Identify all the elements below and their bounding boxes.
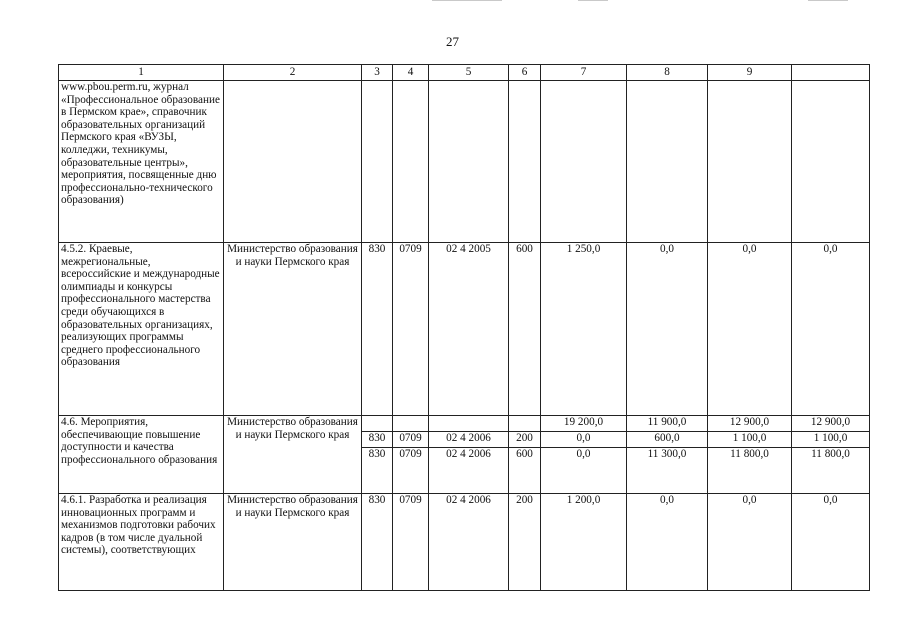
- amount-cell: 1 100,0: [792, 432, 870, 448]
- code-cell: 0709: [393, 448, 429, 494]
- amount-cell: 11 800,0: [708, 448, 792, 494]
- page-number: 27: [446, 34, 459, 49]
- header-cell: 2: [224, 65, 362, 81]
- activity-name-cell: 4.5.2. Краевые, межрегиональные, всероссийские и международные олимпиады и конкурсы профессионального мастерства среди обучающихся в образовательных организациях, реализующих программы среднего профессионального образования: [59, 243, 224, 416]
- activity-name-cell: www.pbou.perm.ru, журнал «Профессиональное образование в Пермском крае», справочник образовательных организаций Пермского края «ВУЗЫ, колледжи, техникумы, образовательные центры», мероприятия, посвященные дню профессионально-технического образования): [59, 81, 224, 243]
- header-cell: 6: [509, 65, 541, 81]
- code-cell: 200: [509, 494, 541, 591]
- header-cell: 1: [59, 65, 224, 81]
- header-cell: 4: [393, 65, 429, 81]
- amount-cell: 1 200,0: [541, 494, 627, 591]
- amount-cell: 19 200,0: [541, 416, 627, 432]
- header-cell: 5: [429, 65, 509, 81]
- code-cell: 02 4 2006: [429, 432, 509, 448]
- table-row: [59, 494, 870, 591]
- header-cell: 3: [362, 65, 393, 81]
- amount-cell: 11 900,0: [627, 416, 708, 432]
- table-header-row: [59, 65, 870, 81]
- code-cell: 600: [509, 243, 541, 416]
- amount-cell: 1 250,0: [541, 243, 627, 416]
- amount-cell: 600,0: [627, 432, 708, 448]
- code-cell: 02 4 2005: [429, 243, 509, 416]
- amount-cell: 12 900,0: [708, 416, 792, 432]
- table-row: [59, 81, 870, 243]
- code-cell: 830: [362, 432, 393, 448]
- amount-cell: 0,0: [792, 243, 870, 416]
- amount-cell: 0,0: [708, 494, 792, 591]
- table-row: [59, 243, 870, 416]
- activity-name-cell: 4.6. Мероприятия, обеспечивающие повышение доступности и качества профессионального образования: [59, 416, 224, 494]
- ministry-cell: Министерство образования и науки Пермского края: [224, 494, 362, 591]
- code-cell: 830: [362, 243, 393, 416]
- code-cell: 02 4 2006: [429, 448, 509, 494]
- amount-cell: 0,0: [792, 494, 870, 591]
- table-row: [59, 416, 870, 432]
- ministry-cell: Министерство образования и науки Пермского края: [224, 416, 362, 494]
- code-cell: 0709: [393, 432, 429, 448]
- amount-cell: 11 300,0: [627, 448, 708, 494]
- header-cell: 9: [708, 65, 792, 81]
- code-cell: 02 4 2006: [429, 494, 509, 591]
- code-cell: 0709: [393, 243, 429, 416]
- scan-artifact-line: [808, 0, 848, 1]
- amount-cell: 0,0: [708, 243, 792, 416]
- budget-table: [58, 64, 870, 591]
- code-cell: 200: [509, 432, 541, 448]
- amount-cell: 11 800,0: [792, 448, 870, 494]
- activity-name-cell: 4.6.1. Разработка и реализация инновационных программ и механизмов подготовки рабочих кадров (в том числе дуальной системы), соответствующих: [59, 494, 224, 591]
- code-cell: 830: [362, 494, 393, 591]
- amount-cell: 0,0: [541, 448, 627, 494]
- header-cell: 8: [627, 65, 708, 81]
- header-cell: 7: [541, 65, 627, 81]
- amount-cell: 12 900,0: [792, 416, 870, 432]
- header-cell: [792, 65, 870, 81]
- amount-cell: 1 100,0: [708, 432, 792, 448]
- code-cell: 0709: [393, 494, 429, 591]
- code-cell: 830: [362, 448, 393, 494]
- scan-artifact-line: [432, 0, 502, 1]
- amount-cell: 0,0: [627, 494, 708, 591]
- amount-cell: 0,0: [541, 432, 627, 448]
- code-cell: 600: [509, 448, 541, 494]
- amount-cell: 0,0: [627, 243, 708, 416]
- ministry-cell: Министерство образования и науки Пермского края: [224, 243, 362, 416]
- scan-artifact-line: [578, 0, 608, 1]
